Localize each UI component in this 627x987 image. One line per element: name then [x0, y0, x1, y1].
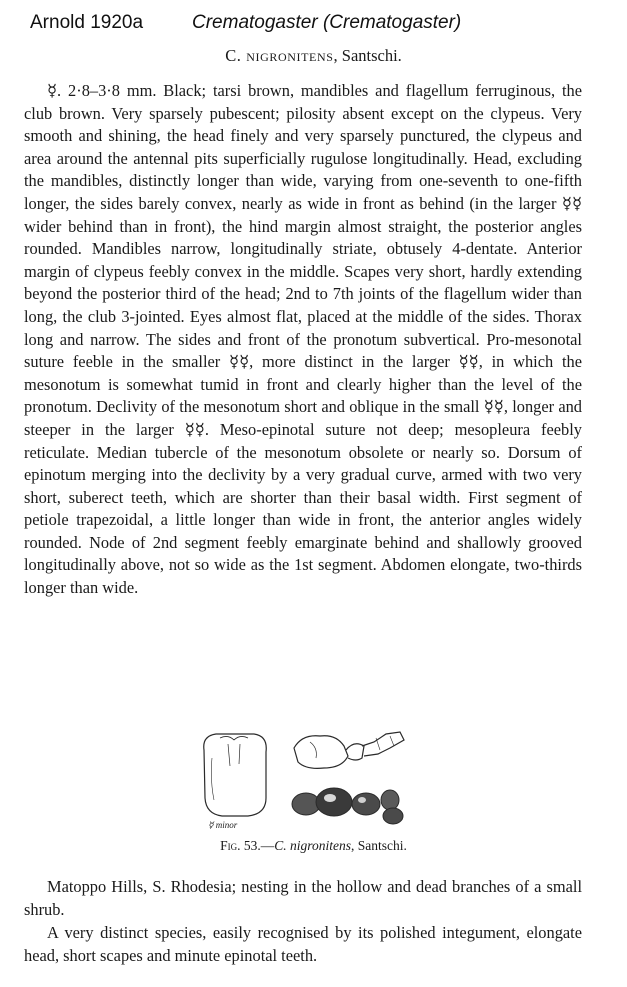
head-drawing [204, 734, 267, 816]
figure-label: ☿ minor [208, 820, 238, 830]
species-name: C. nigronitens [225, 46, 334, 65]
remark-paragraph: A very distinct species, easily recognised by its polished integument, elongate head, short scapes and minute epinotal teeth. [24, 923, 582, 965]
reference-label: Arnold 1920a [30, 12, 144, 33]
species-author: , Santschi. [333, 46, 402, 65]
caption-taxon: C. nigronitens [274, 838, 352, 853]
locality-paragraph: Matoppo Hills, S. Rhodesia; nesting in the hollow and dead branches of a small shrub. [24, 877, 582, 919]
taxon-heading: Crematogaster (Crematogaster) [192, 12, 462, 33]
ant-illustration [190, 728, 430, 838]
caption-prefix: Fig. 53.— [220, 838, 275, 853]
description-paragraph: ☿. 2·8–3·8 mm. Black; tarsi brown, mandibles and flagellum ferruginous, the club brown. Very sparsely pubescent; pilosity absent except on the clypeus. Very smooth and shining, the head finely and very sparsely punctured, the clypeus and area around the antennal pits superficially rugulose longitudinally. Head, excluding the mandibles, distinctly longer than wide, varying from one-seventh to one-fifth longer, the sides barely convex, nearly as wide in front as behind (in the larger ☿☿ wider behind than in front), the hind margin almost straight, the posterior angles rounded. Mandibles narrow, longitudinally striate, obtusely 4-dentate. Anterior margin of clypeus feebly convex in the middle. Scapes very short, hardly extending beyond the posterior third of the head; 2nd to 7th joints of the flagellum wider than long, the club 3-jointed. Eyes almost flat, placed at the middle of the sides. Thorax long and narrow. The sides and front of the pronotum subvertical. Pro-mesonotal suture feeble in the smaller ☿☿, more distinct in the larger ☿☿, in which the mesonotum is somewhat tumid in front and clearly higher than the level of the pronotum. Declivity of the mesonotum short and oblique in the small ☿☿, longer and steeper in the larger ☿☿. Meso-epinotal suture not deep; mesopleura feebly reticulate. Median tubercle of the mesonotum obsolete or nearly so. Dorsum of epinotum merging into the declivity by a very gradual curve, armed with two very short, suberect teeth, which are shorter than their basal width. First segment of petiole trapezoidal, a little longer than wide in front, the anterior angles widely rounded. Node of 2nd segment feebly emarginate behind and shallowly grooved longitudinally above, not so wide as the 1st segment. Abdomen elongate, two-thirds longer than wide. [24, 81, 582, 598]
caption-author: , Santschi. [351, 838, 407, 853]
figure-53 [190, 728, 430, 838]
thorax-dorsal-drawing [292, 788, 403, 824]
species-heading [0, 46, 627, 66]
figure-caption [0, 838, 627, 854]
thorax-side-drawing [294, 732, 404, 768]
